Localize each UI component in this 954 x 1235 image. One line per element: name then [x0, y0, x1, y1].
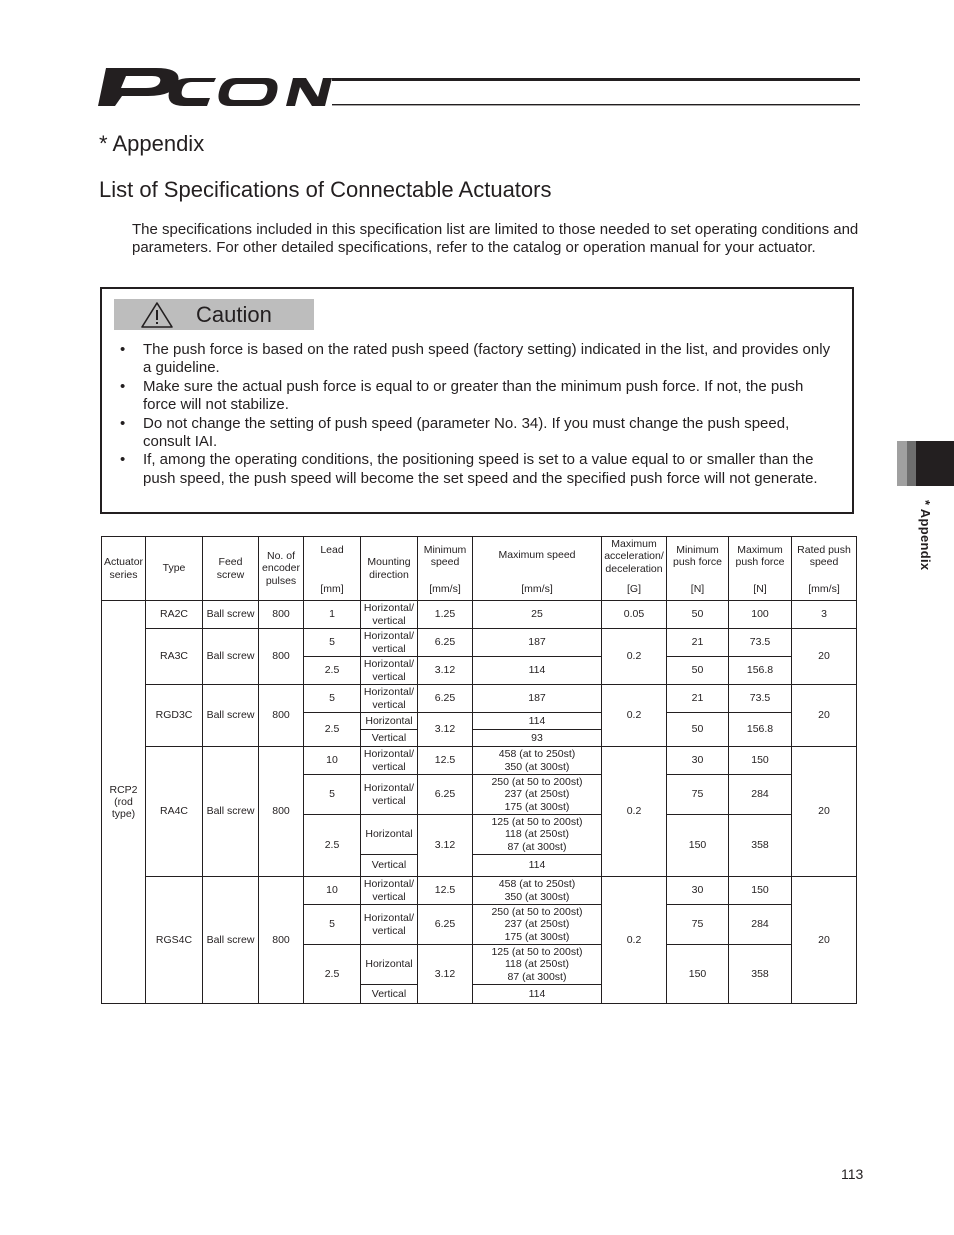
cell-min-push: 30	[667, 877, 729, 905]
cell-min-speed: 6.25	[418, 775, 473, 815]
cell-max-speed: 93	[473, 730, 602, 747]
cell-mounting: Horizontal/ vertical	[361, 657, 418, 685]
side-tab-label: * Appendix	[918, 500, 933, 571]
cell-max-push: 150	[729, 877, 792, 905]
pcon-logo-mark	[96, 64, 860, 110]
cell-type: RA2C	[146, 601, 203, 629]
cell-lead: 10	[304, 877, 361, 905]
cell-lead: 5	[304, 685, 361, 713]
table-row	[102, 601, 857, 629]
cell-rated: 20	[792, 877, 857, 1004]
cell-mounting: Horizontal	[361, 945, 418, 985]
cell-max-speed: 114	[473, 713, 602, 730]
caution-item: • If, among the operating conditions, the positioning speed is set to a value equal to or smaller than the push speed, the push speed will become the set speed and the specified push force will not generate.	[120, 451, 818, 487]
bullet: •	[120, 414, 126, 432]
cell-max-speed: 187	[473, 629, 602, 657]
cell-max-speed: 458 (at to 250st) 350 (at 300st)	[473, 877, 602, 905]
cell-type: RGS4C	[146, 877, 203, 1004]
cell-min-push: 150	[667, 815, 729, 877]
table-row	[102, 685, 857, 713]
cell-mounting: Horizontal/ vertical	[361, 877, 418, 905]
header-lead: Lead [mm]	[304, 537, 361, 601]
cell-max-speed: 125 (at 50 to 200st) 118 (at 250st) 87 (at 300st)	[473, 945, 602, 985]
cell-lead: 2.5	[304, 713, 361, 747]
cell-min-speed: 12.5	[418, 747, 473, 775]
cell-type: RA3C	[146, 629, 203, 685]
cell-accel: 0.2	[602, 877, 667, 1004]
cell-feed: Ball screw	[203, 877, 259, 1004]
cell-max-speed: 25	[473, 601, 602, 629]
cell-min-push: 50	[667, 601, 729, 629]
cell-min-push: 21	[667, 629, 729, 657]
cell-lead: 2.5	[304, 657, 361, 685]
cell-mounting: Vertical	[361, 730, 418, 747]
cell-max-push: 284	[729, 775, 792, 815]
cell-encoder: 800	[259, 601, 304, 629]
header-max-speed: Maximum speed [mm/s]	[473, 537, 602, 601]
cell-mounting: Horizontal/ vertical	[361, 601, 418, 629]
cell-max-speed: 114	[473, 855, 602, 877]
cell-rated: 20	[792, 685, 857, 747]
section-title: List of Specifications of Connectable Actuators	[99, 177, 552, 202]
cell-max-push: 73.5	[729, 629, 792, 657]
bullet: •	[120, 451, 126, 469]
cell-min-push: 50	[667, 657, 729, 685]
header-feed: Feed screw	[203, 537, 259, 601]
header-min-push: Minimum push force [N]	[667, 537, 729, 601]
cell-max-push: 73.5	[729, 685, 792, 713]
cell-encoder: 800	[259, 747, 304, 877]
header-type: Type	[146, 537, 203, 601]
cell-min-push: 50	[667, 713, 729, 747]
header-series: Actuator series	[102, 537, 146, 601]
cell-mounting: Horizontal/ vertical	[361, 905, 418, 945]
caution-item: • Make sure the actual push force is equal to or greater than the minimum push force. If not, the push force will not stabilize.	[120, 377, 804, 414]
cell-max-speed: 114	[473, 985, 602, 1004]
header-encoder: No. of encoder pulses	[259, 537, 304, 601]
intro-paragraph: The specifications included in this specification list are limited to those needed to set operating conditions and parameters. For other detailed specifications, refer to the catalog or operation manual for your actuator.	[132, 221, 859, 257]
header-max-push: Maximum push force [N]	[729, 537, 792, 601]
cell-rated: 3	[792, 601, 857, 629]
cell-accel: 0.2	[602, 629, 667, 685]
cell-type: RGD3C	[146, 685, 203, 747]
cell-min-speed: 3.12	[418, 657, 473, 685]
page-number: 113	[841, 1166, 864, 1182]
cell-min-push: 30	[667, 747, 729, 775]
cell-accel: 0.2	[602, 685, 667, 747]
warning-triangle-icon	[140, 301, 174, 329]
cell-min-speed: 6.25	[418, 685, 473, 713]
cell-feed: Ball screw	[203, 601, 259, 629]
cell-mounting: Horizontal	[361, 713, 418, 730]
cell-lead: 5	[304, 629, 361, 657]
caution-item: • The push force is based on the rated push speed (factory setting) indicated in the list, and provides only a guideline.	[120, 341, 831, 377]
cell-encoder: 800	[259, 877, 304, 1004]
appendix-heading: * Appendix	[99, 131, 205, 156]
bullet: •	[120, 377, 126, 395]
cell-type: RA4C	[146, 747, 203, 877]
cell-max-push: 156.8	[729, 657, 792, 685]
cell-lead: 10	[304, 747, 361, 775]
caution-item: • Do not change the setting of push speed (parameter No. 34). If you must change the push speed, consult IAI.	[120, 414, 790, 450]
cell-min-push: 75	[667, 905, 729, 945]
cell-lead: 2.5	[304, 815, 361, 877]
cell-lead: 5	[304, 775, 361, 815]
cell-feed: Ball screw	[203, 629, 259, 685]
cell-min-push: 150	[667, 945, 729, 1004]
cell-max-push: 150	[729, 747, 792, 775]
caution-header	[114, 299, 314, 330]
cell-lead: 1	[304, 601, 361, 629]
cell-max-speed: 125 (at 50 to 200st) 118 (at 250st) 87 (at 300st)	[473, 815, 602, 855]
cell-accel: 0.05	[602, 601, 667, 629]
cell-min-speed: 1.25	[418, 601, 473, 629]
cell-max-speed: 250 (at 50 to 200st) 237 (at 250st) 175 (at 300st)	[473, 775, 602, 815]
cell-encoder: 800	[259, 629, 304, 685]
spec-table	[101, 536, 857, 1004]
cell-max-push: 358	[729, 945, 792, 1004]
cell-mounting: Horizontal/ vertical	[361, 629, 418, 657]
cell-rated: 20	[792, 747, 857, 877]
cell-feed: Ball screw	[203, 685, 259, 747]
cell-min-speed: 6.25	[418, 905, 473, 945]
pcon-logo	[96, 64, 860, 110]
cell-series: RCP2 (rod type)	[102, 601, 146, 1004]
table-row	[102, 629, 857, 657]
cell-min-speed: 3.12	[418, 713, 473, 747]
table-row	[102, 877, 857, 905]
side-index-tab	[897, 441, 954, 486]
cell-max-speed: 458 (at to 250st) 350 (at 300st)	[473, 747, 602, 775]
cell-min-speed: 3.12	[418, 815, 473, 877]
cell-lead: 2.5	[304, 945, 361, 1004]
caution-list	[120, 341, 834, 488]
cell-max-push: 358	[729, 815, 792, 877]
cell-mounting: Horizontal/ vertical	[361, 685, 418, 713]
cell-lead: 5	[304, 905, 361, 945]
cell-min-speed: 6.25	[418, 629, 473, 657]
cell-accel: 0.2	[602, 747, 667, 877]
cell-rated: 20	[792, 629, 857, 685]
header-min-speed: Minimum speed [mm/s]	[418, 537, 473, 601]
bullet: •	[120, 341, 126, 358]
table-row	[102, 747, 857, 775]
cell-min-push: 21	[667, 685, 729, 713]
cell-min-speed: 3.12	[418, 945, 473, 1004]
cell-min-speed: 12.5	[418, 877, 473, 905]
cell-feed: Ball screw	[203, 747, 259, 877]
header-rated-push: Rated push speed [mm/s]	[792, 537, 857, 601]
caution-box	[100, 287, 854, 514]
cell-max-push: 156.8	[729, 713, 792, 747]
cell-max-push: 284	[729, 905, 792, 945]
header-mounting: Mounting direction	[361, 537, 418, 601]
caution-label: Caution	[196, 301, 272, 327]
cell-mounting: Vertical	[361, 985, 418, 1004]
cell-min-push: 75	[667, 775, 729, 815]
cell-mounting: Horizontal	[361, 815, 418, 855]
cell-max-push: 100	[729, 601, 792, 629]
cell-mounting: Horizontal/ vertical	[361, 775, 418, 815]
cell-max-speed: 114	[473, 657, 602, 685]
cell-mounting: Vertical	[361, 855, 418, 877]
cell-max-speed: 250 (at 50 to 200st) 237 (at 250st) 175 (at 300st)	[473, 905, 602, 945]
cell-encoder: 800	[259, 685, 304, 747]
cell-mounting: Horizontal/ vertical	[361, 747, 418, 775]
cell-max-speed: 187	[473, 685, 602, 713]
header-max-accel: Maximum acceleration/ deceleration [G]	[602, 537, 667, 601]
